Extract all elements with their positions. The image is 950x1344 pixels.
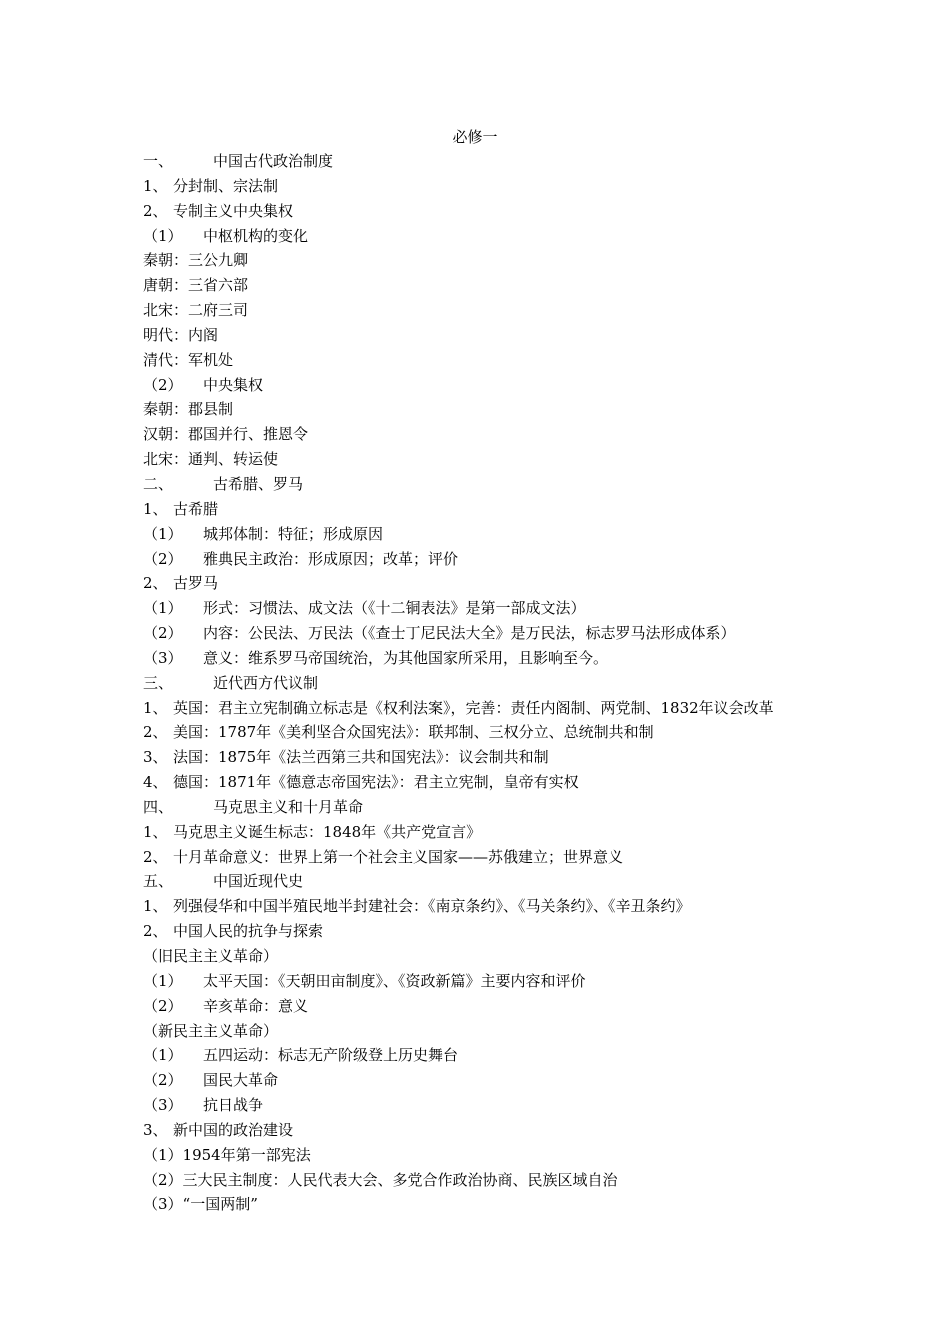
item-number: 一、 <box>143 152 174 170</box>
item-number: （1） <box>143 1145 183 1164</box>
item-number: （3） <box>143 648 183 667</box>
item-number: 1、 <box>143 698 168 717</box>
item-text: 明代：内阁 <box>143 325 219 344</box>
item-text: 唐朝：三省六部 <box>143 276 249 295</box>
item-text: 法国：1875年《法兰西第三共和国宪法》：议会制共和制 <box>173 748 549 767</box>
item-number: （1） <box>143 226 183 245</box>
item-text: 古希腊、罗马 <box>213 474 304 493</box>
item-text: 德国：1871年《德意志帝国宪法》：君主立宪制，皇帝有实权 <box>173 773 579 792</box>
item-text: 近代西方代议制 <box>213 673 319 692</box>
outline-line <box>143 1169 843 1194</box>
outline-line <box>143 796 843 821</box>
item-number: 三、 <box>143 673 174 692</box>
item-number: 3、 <box>143 1120 168 1139</box>
item-text: 太平天国：《天朝田亩制度》、《资政新篇》主要内容和评价 <box>203 971 586 990</box>
item-text: 三大民主制度：人民代表大会、多党合作政治协商、民族区域自治 <box>182 1170 618 1189</box>
item-text: 城邦体制：特征；形成原因 <box>203 524 384 543</box>
outline-line <box>143 498 843 523</box>
item-text: 中国古代政治制度 <box>213 152 334 170</box>
outline-line <box>143 697 843 722</box>
item-text: 古罗马 <box>173 574 219 593</box>
item-number: （2） <box>143 549 183 568</box>
item-text: 马克思主义和十月革命 <box>213 797 364 816</box>
outline-line <box>143 995 843 1020</box>
item-number: 4、 <box>143 773 168 792</box>
outline-line <box>143 945 843 970</box>
item-text: 抗日战争 <box>203 1096 264 1115</box>
item-text: 马克思主义诞生标志：1848年《共产党宣言》 <box>173 822 482 841</box>
item-number: 二、 <box>143 474 174 493</box>
outline-line <box>143 150 843 175</box>
item-number: 2、 <box>143 847 168 866</box>
outline-line <box>143 597 843 622</box>
outline-line <box>143 572 843 597</box>
item-number: 2、 <box>143 574 168 593</box>
item-number: （2） <box>143 375 183 394</box>
item-text: 雅典民主政治：形成原因；改革；评价 <box>203 549 459 568</box>
item-number: （2） <box>143 996 183 1015</box>
item-number: （1） <box>143 971 183 990</box>
outline-line <box>143 324 843 349</box>
outline-line <box>143 299 843 324</box>
outline-line <box>143 548 843 573</box>
outline-line <box>143 1094 843 1119</box>
outline-line <box>143 746 843 771</box>
item-text: 专制主义中央集权 <box>173 201 294 220</box>
outline-line <box>143 398 843 423</box>
item-number: （2） <box>143 1071 183 1090</box>
outline-line <box>143 870 843 895</box>
item-text: 1954年第一部宪法 <box>182 1145 311 1164</box>
item-text: 北宋：二府三司 <box>143 301 249 320</box>
item-text: 汉朝：郡国并行、推恩令 <box>143 425 309 444</box>
item-text: 列强侵华和中国半殖民地半封建社会：《南京条约》、《马关条约》、《辛丑条约》 <box>173 897 691 916</box>
item-number: （2） <box>143 1170 183 1189</box>
outline-line <box>143 895 843 920</box>
item-number: 四、 <box>143 797 174 816</box>
item-text: 五四运动：标志无产阶级登上历史舞台 <box>203 1046 459 1065</box>
item-text: 北宋：通判、转运使 <box>143 450 279 469</box>
item-text: 美国：1787年《美利坚合众国宪法》：联邦制、三权分立、总统制共和制 <box>173 723 654 742</box>
item-text: 中国近现代史 <box>213 872 304 891</box>
item-text: （旧民主主义革命） <box>143 947 279 965</box>
item-number: 1、 <box>143 176 168 195</box>
item-number: 五、 <box>143 872 174 891</box>
outline-line <box>143 1144 843 1169</box>
outline-line <box>143 200 843 225</box>
outline-line <box>143 970 843 995</box>
item-text: 形式：习惯法、成文法（《十二铜表法》是第一部成文法） <box>203 599 586 618</box>
item-text: 分封制、宗法制 <box>173 176 279 195</box>
outline-line <box>143 721 843 746</box>
item-text: 秦朝：郡县制 <box>143 400 234 419</box>
item-text: 意义：维系罗马帝国统治，为其他国家所采用，且影响至今。 <box>203 648 609 667</box>
outline-line <box>143 771 843 796</box>
item-text: 内容：公民法、万民法（《查士丁尼民法大全》是万民法，标志罗马法形成体系） <box>203 624 736 643</box>
item-text: 古希腊 <box>173 499 219 518</box>
document-title: 必修一 <box>452 128 498 146</box>
item-text: 十月革命意义：世界上第一个社会主义国家——苏俄建立；世界意义 <box>173 847 624 866</box>
outline-line <box>143 249 843 274</box>
outline-line <box>143 821 843 846</box>
item-text: 辛亥革命：意义 <box>203 996 309 1015</box>
item-text: 中枢机构的变化 <box>203 226 309 245</box>
item-number: 3、 <box>143 748 168 767</box>
outline-line <box>143 448 843 473</box>
item-number: （1） <box>143 599 183 618</box>
outline-line <box>143 622 843 647</box>
item-number: 2、 <box>143 723 168 742</box>
outline-line <box>143 647 843 672</box>
item-text: （新民主主义革命） <box>143 1021 279 1040</box>
item-number: （2） <box>143 624 183 643</box>
outline-line <box>143 349 843 374</box>
outline-line <box>143 920 843 945</box>
item-text: 新中国的政治建设 <box>173 1120 294 1139</box>
outline-line <box>143 374 843 399</box>
outline-line <box>143 423 843 448</box>
outline-line <box>143 175 843 200</box>
item-number: （3） <box>143 1096 183 1115</box>
item-text: 秦朝：三公九卿 <box>143 251 249 270</box>
outline-list <box>143 150 843 1218</box>
item-text: 英国：君主立宪制确立标志是《权利法案》，完善：责任内阁制、两党制、1832年议会改革 <box>173 698 774 717</box>
item-text: “一国两制” <box>182 1195 258 1214</box>
item-number: 1、 <box>143 499 168 518</box>
item-text: 中央集权 <box>203 375 264 394</box>
outline-line <box>143 846 843 871</box>
outline-line <box>143 225 843 250</box>
outline-line <box>143 274 843 299</box>
item-text: 国民大革命 <box>203 1071 279 1090</box>
item-number: 1、 <box>143 822 168 841</box>
outline-line <box>143 672 843 697</box>
outline-line <box>143 473 843 498</box>
item-number: （1） <box>143 524 183 543</box>
outline-line <box>143 1119 843 1144</box>
outline-line <box>143 523 843 548</box>
outline-line <box>143 1193 843 1218</box>
item-number: 1、 <box>143 897 168 916</box>
item-number: 2、 <box>143 201 168 220</box>
item-number: 2、 <box>143 922 168 941</box>
outline-line <box>143 1044 843 1069</box>
item-text: 中国人民的抗争与探索 <box>173 922 324 941</box>
outline-line <box>143 1020 843 1045</box>
item-text: 清代：军机处 <box>143 350 234 369</box>
outline-line <box>143 1069 843 1094</box>
item-number: （3） <box>143 1195 183 1214</box>
item-number: （1） <box>143 1046 183 1065</box>
